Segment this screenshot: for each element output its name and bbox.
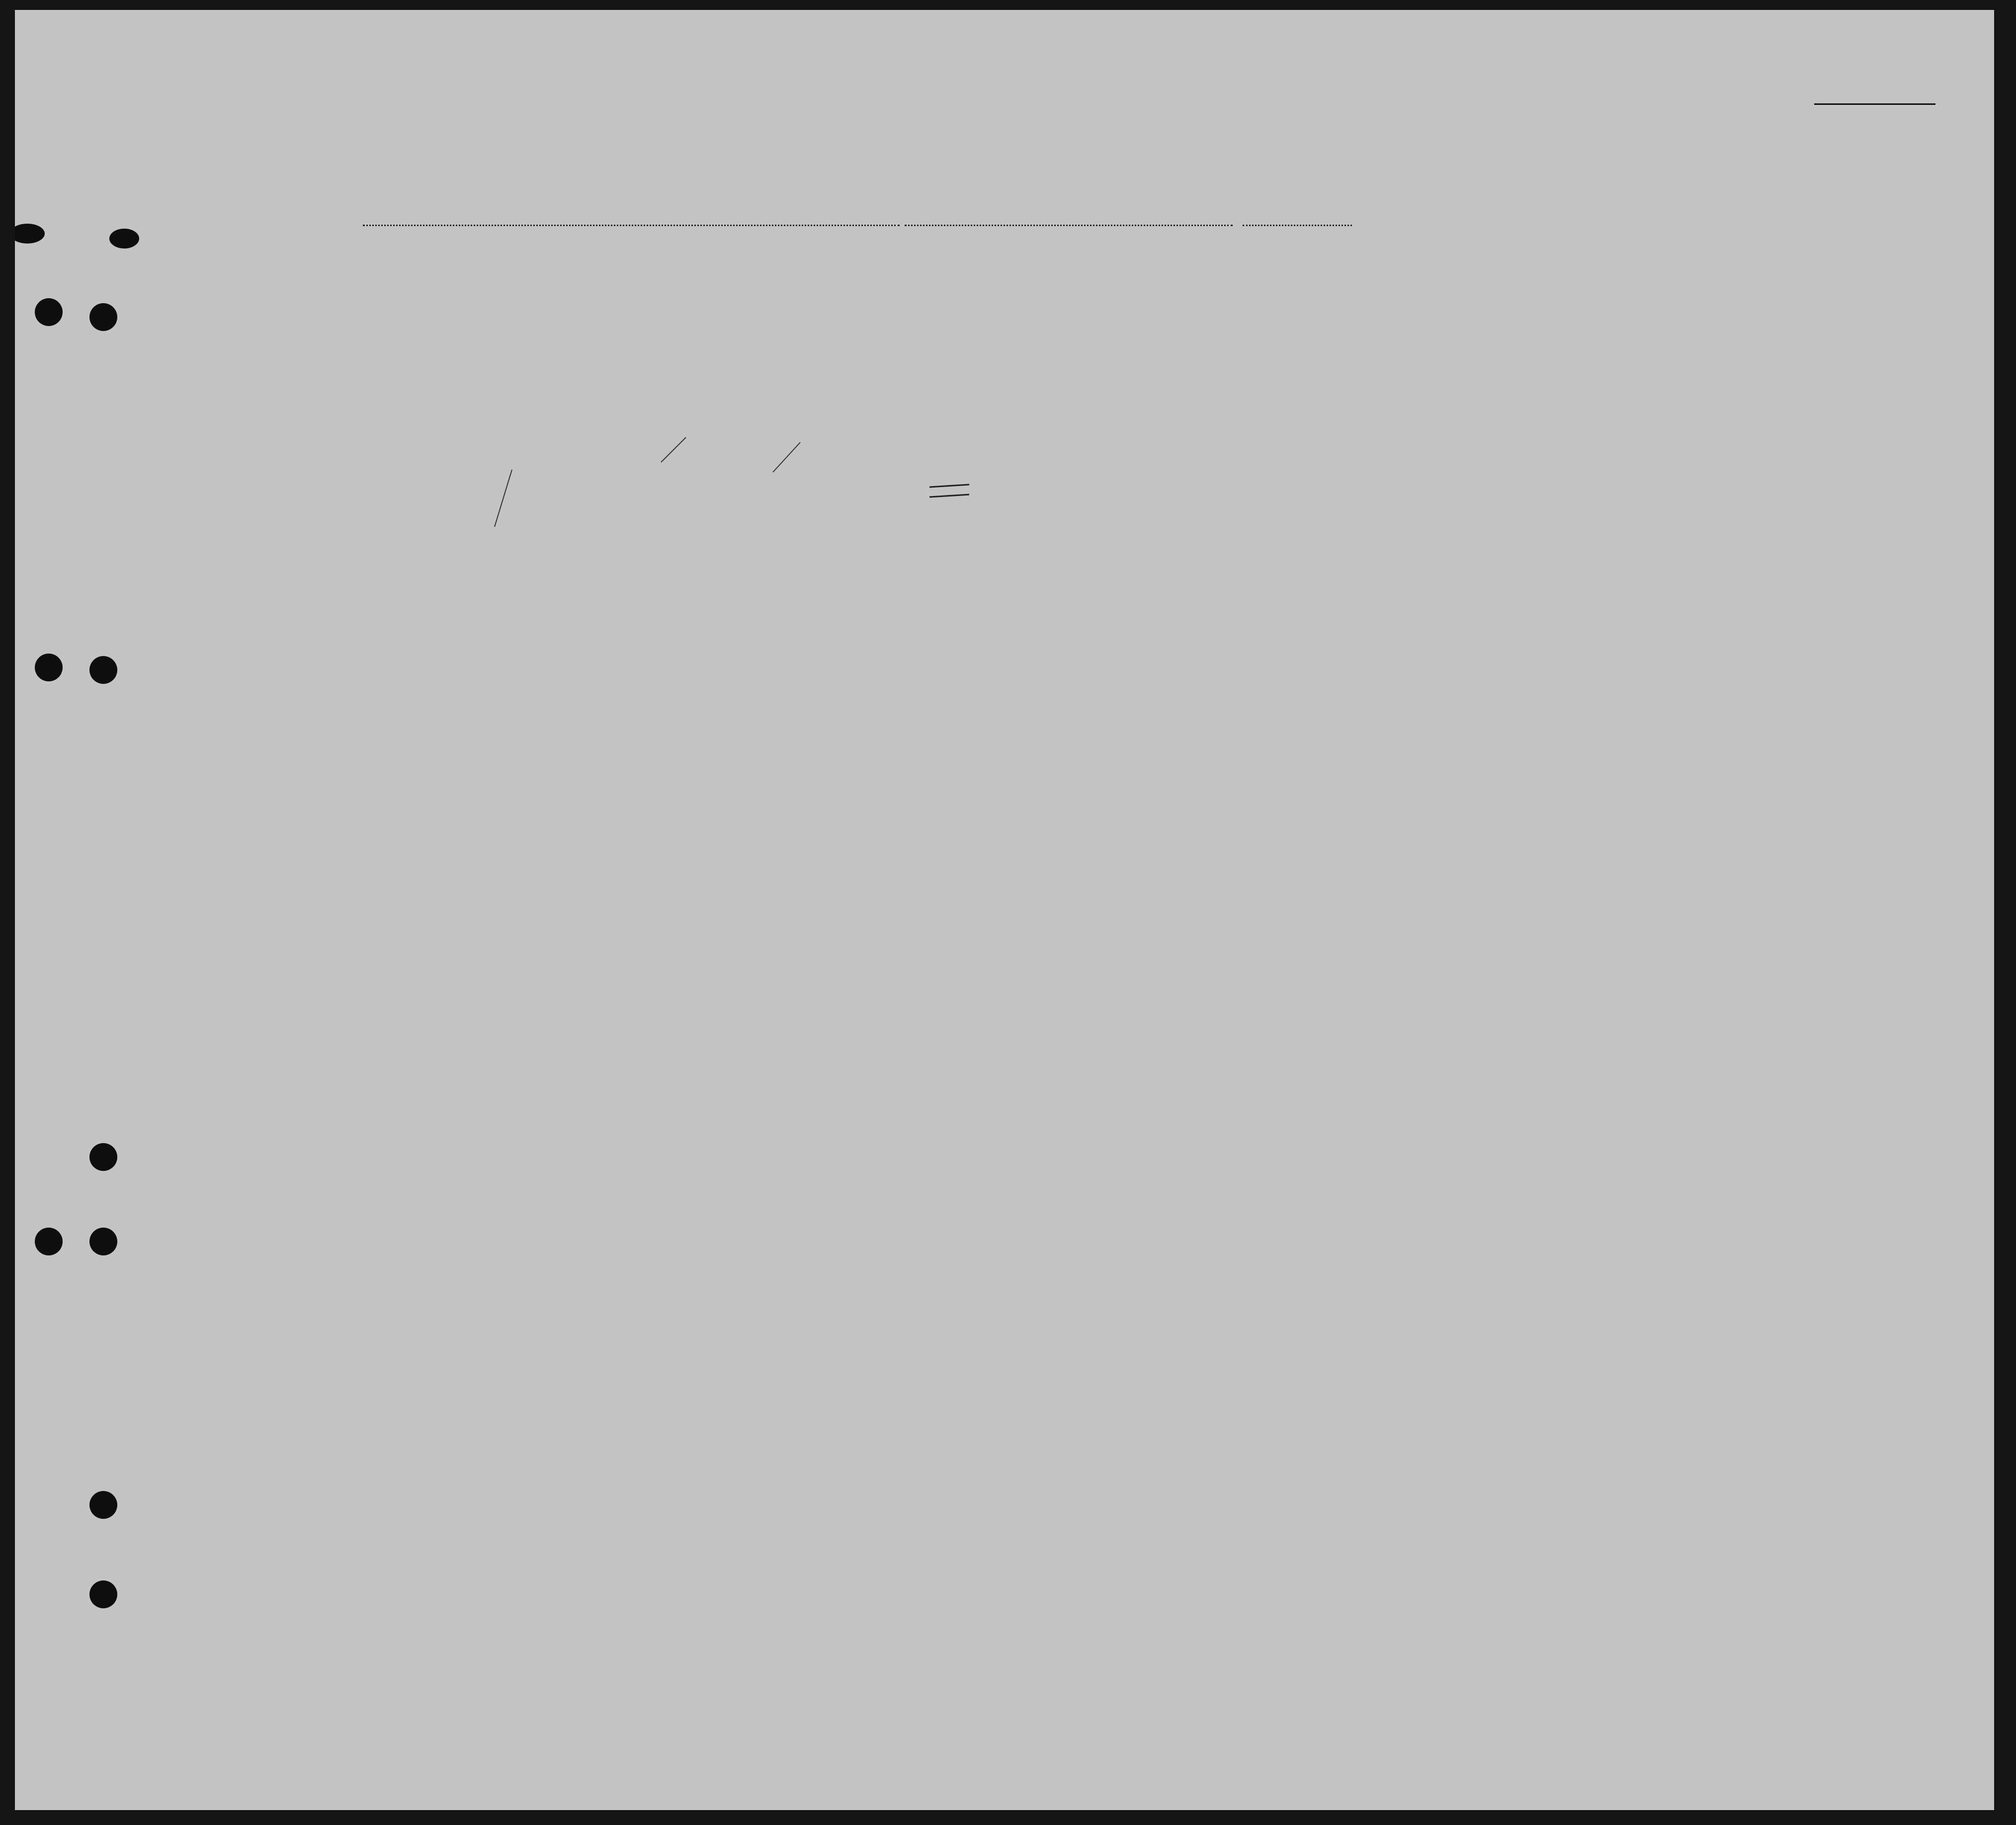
punch-hole — [35, 1228, 63, 1255]
pencil-slash — [495, 470, 512, 527]
punch-hole — [89, 303, 117, 331]
punch-hole — [109, 229, 139, 249]
punch-hole — [89, 1491, 117, 1519]
punch-hole — [35, 298, 63, 326]
punch-hole — [35, 654, 63, 681]
pencil-arrow — [929, 485, 969, 497]
pencil-marks — [15, 10, 1994, 1810]
punch-hole — [89, 1580, 117, 1608]
punch-hole — [89, 656, 117, 684]
pencil-slash — [661, 437, 686, 462]
pencil-slash — [773, 442, 800, 472]
manifest-page — [15, 10, 1994, 1810]
punch-hole — [89, 1228, 117, 1255]
punch-hole — [89, 1143, 117, 1171]
